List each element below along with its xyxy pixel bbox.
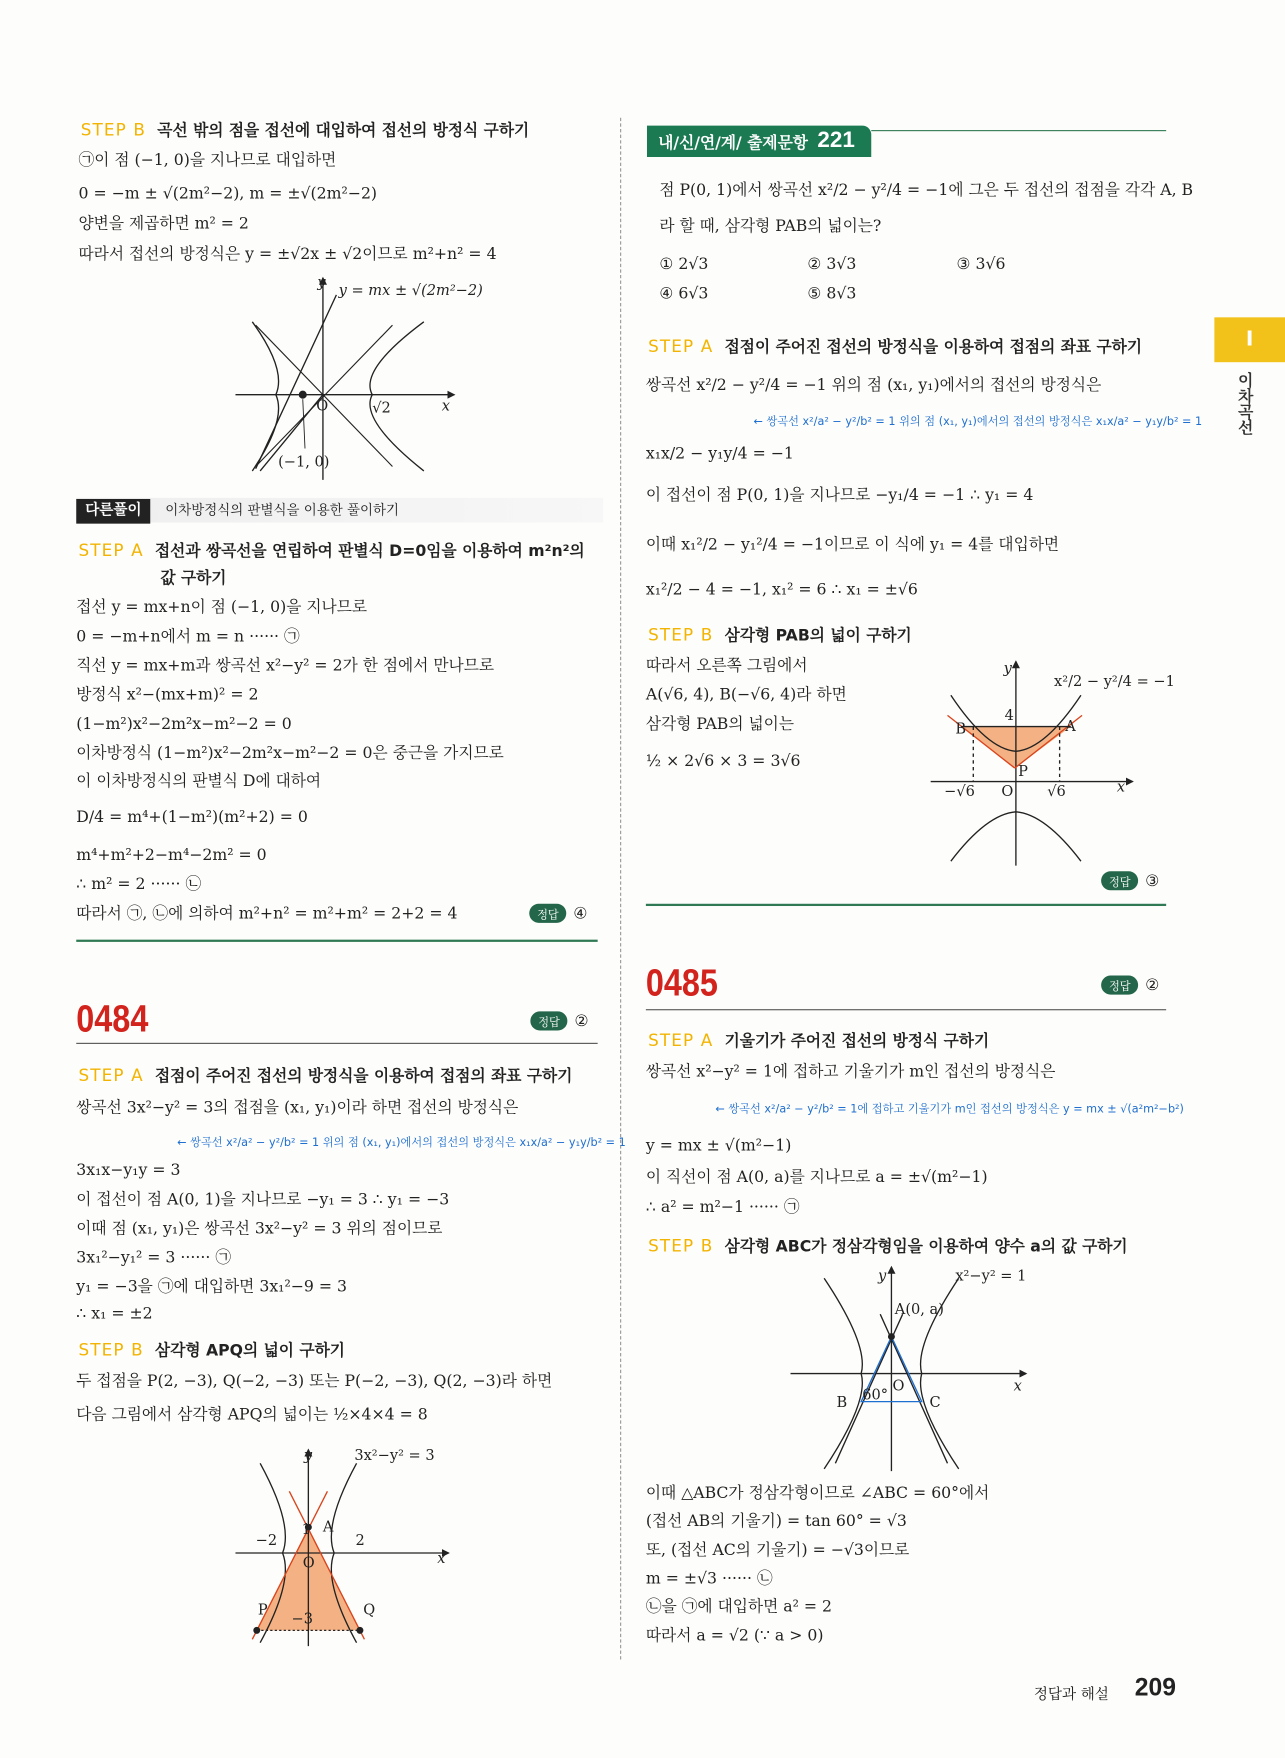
step-tag: STEP A — [648, 336, 714, 357]
banner-text: 내/신/연/계/ 출제문항 — [658, 134, 808, 153]
formula-note: ← 쌍곡선 x²/a² − y²/b² = 1 위의 점 (x₁, y₁)에서의 접선의 방정식은 x₁x/a² − y₁y/b² = 1 — [177, 1136, 626, 1150]
text-line: 이차방정식 (1−m²)x²−2m²x−m²−2 = 0은 중근을 가지므로 — [76, 744, 504, 763]
axis-label-y: y — [317, 274, 326, 292]
point-label: B — [836, 1394, 848, 1412]
chapter-tab: I — [1214, 317, 1285, 362]
text-line: 따라서 ㉠, ㉡에 의하여 m²+n² = m²+m² = 2+2 = 4 — [76, 904, 458, 923]
text-line: 따라서 접선의 방정식은 y = ±√2x ± √2이므로 m²+n² = 4 — [78, 245, 497, 264]
step-tag: STEP A — [78, 1065, 144, 1086]
text-line: y = mx ± √(m²−1) — [645, 1136, 792, 1155]
text-line: 다음 그림에서 삼각형 APQ의 넓이는 ½×4×4 = 8 — [76, 1406, 428, 1425]
text-line: 이 접선이 점 P(0, 1)을 지나므로 −y₁/4 = −1 ∴ y₁ = 4 — [645, 486, 1034, 505]
step-title: 접점이 주어진 접선의 방정식을 이용하여 접점의 좌표 구하기 — [155, 1067, 573, 1086]
answer-value: ② — [1145, 976, 1160, 995]
point-label: P — [257, 1601, 268, 1619]
tick-label: 4 — [1004, 706, 1014, 724]
text-line: ㉡을 ㉠에 대입하면 a² = 2 — [645, 1597, 833, 1616]
origin-label: O — [892, 1377, 905, 1395]
point-label: A — [1065, 718, 1076, 736]
step-title: 삼각형 APQ의 넓이 구하기 — [155, 1342, 345, 1361]
text-line: D/4 = m⁴+(1−m²)(m²+2) = 0 — [76, 808, 308, 827]
axis-label-y: y — [303, 1446, 313, 1464]
curve-label: 3x²−y² = 3 — [354, 1446, 435, 1464]
step-title-cont: 값 구하기 — [160, 569, 227, 588]
text-line: ½ × 2√6 × 3 = 3√6 — [645, 752, 801, 771]
step-title: 삼각형 ABC가 정삼각형임을 이용하여 양수 a의 값 구하기 — [724, 1237, 1128, 1256]
text-line: 따라서 a = √2 (∵ a > 0) — [645, 1627, 824, 1645]
text-line: 이 직선이 점 A(0, a)를 지나므로 a = ±√(m²−1) — [645, 1168, 988, 1187]
text-line: 또, (접선 AC의 기울기) = −√3이므로 — [645, 1541, 910, 1560]
tick-label: −2 — [255, 1532, 278, 1550]
text-line: 이때 점 (x₁, y₁)은 쌍곡선 3x²−y² = 3 위의 점이므로 — [76, 1219, 443, 1238]
text-line: 직선 y = mx+m과 쌍곡선 x²−y² = 2가 한 점에서 만나므로 — [76, 657, 495, 676]
choice-3: ③ 3√6 — [956, 255, 1006, 274]
answer-value: ④ — [573, 904, 588, 923]
tick-label: 2 — [355, 1532, 365, 1550]
point-label: B — [955, 720, 967, 738]
text-line: ㉠이 점 (−1, 0)을 지나므로 대입하면 — [78, 151, 337, 170]
footer-label: 정답과 해설 — [1033, 1686, 1109, 1704]
answer-label: 정답 — [529, 904, 566, 923]
question-line: 점 P(0, 1)에서 쌍곡선 x²/2 − y²/4 = −1에 그은 두 접선의 접점을 각각 A, B — [659, 181, 1194, 200]
text-line: 0 = −m+n에서 m = n ······ ㉠ — [76, 627, 300, 646]
text-line: x₁x/2 − y₁y/4 = −1 — [645, 445, 794, 464]
formula-note: ← 쌍곡선 x²/a² − y²/b² = 1 위의 점 (x₁, y₁)에서의 접선의 방정식은 x₁x/a² − y₁y/b² = 1 — [753, 416, 1203, 429]
answer-label: 정답 — [1101, 976, 1138, 995]
alt-badge: 다른풀이 — [76, 499, 150, 524]
step-title: 기울기가 주어진 접선의 방정식 구하기 — [724, 1032, 990, 1051]
choice-2: ② 3√3 — [807, 255, 857, 274]
tick-label: 1 — [301, 1520, 311, 1538]
origin-label: O — [302, 1554, 315, 1572]
axis-label-y: y — [1003, 659, 1012, 677]
step-title: 삼각형 PAB의 넓이 구하기 — [724, 626, 912, 645]
text-line: 양변을 제곱하면 m² = 2 — [78, 215, 249, 234]
origin-label: O — [316, 397, 329, 415]
figure-0484 — [235, 1447, 448, 1646]
figure-221 — [931, 660, 1175, 866]
text-line: m⁴+m²+2−m⁴−2m² = 0 — [76, 846, 267, 865]
tick-label: −√6 — [944, 783, 975, 801]
choice-4: ④ 6√3 — [659, 284, 709, 303]
text-line: 방정식 x²−(mx+m)² = 2 — [76, 686, 259, 705]
text-line: ∴ a² = m²−1 ······ ㉠ — [645, 1198, 800, 1217]
choice-5: ⑤ 8√3 — [807, 284, 857, 303]
point-label: P — [1018, 762, 1028, 780]
answer-label: 정답 — [530, 1011, 567, 1030]
page-number: 209 — [1134, 1672, 1176, 1702]
point-label: A — [322, 1518, 334, 1536]
text-line: y₁ = −3을 ㉠에 대입하면 3x₁²−9 = 3 — [76, 1278, 348, 1297]
origin-label: O — [1001, 783, 1014, 801]
axis-label-x: x — [1013, 1377, 1022, 1395]
text-line: (1−m²)x²−2m²x−m²−2 = 0 — [76, 715, 292, 734]
text-line: 쌍곡선 3x²−y² = 3의 접점을 (x₁, y₁)이라 하면 접선의 방정식은 — [76, 1098, 519, 1117]
text-line: 따라서 오른쪽 그림에서 — [645, 657, 808, 676]
figure-0485 — [791, 1267, 1027, 1471]
text-line: 이 이차방정식의 판별식 D에 대하여 — [76, 772, 322, 791]
step-tag: STEP B — [78, 1339, 144, 1361]
axis-label-y: y — [877, 1267, 887, 1285]
curve-label: x²/2 − y²/4 = −1 — [1054, 673, 1175, 691]
alt-title: 이차방정식의 판별식을 이용한 풀이하기 — [165, 502, 400, 519]
step-title: 접점이 주어진 접선의 방정식을 이용하여 접점의 좌표 구하기 — [724, 338, 1143, 357]
text-line: m = ±√3 ······ ㉡ — [645, 1569, 773, 1588]
step-tag: STEP B — [80, 119, 147, 141]
point-label: A(0, a) — [894, 1301, 944, 1319]
banner-number: 221 — [817, 127, 855, 153]
text-line: ∴ m² = 2 ······ ㉡ — [76, 875, 202, 894]
problem-number: 0485 — [645, 962, 718, 1005]
text-line: 접선 y = mx+n이 점 (−1, 0)을 지나므로 — [76, 598, 368, 617]
text-line: 쌍곡선 x²/2 − y²/4 = −1 위의 점 (x₁, y₁)에서의 접선의 방정식은 — [645, 376, 1102, 395]
axis-label-x: x — [437, 1550, 446, 1568]
answer-value: ② — [574, 1012, 589, 1031]
curve-label: x²−y² = 1 — [955, 1267, 1027, 1285]
text-line: 0 = −m ± √(2m²−2), m = ±√(2m²−2) — [78, 185, 378, 203]
text-line: ∴ x₁ = ±2 — [76, 1305, 153, 1324]
text-line: (접선 AB의 기울기) = tan 60° = √3 — [645, 1512, 907, 1531]
answer-label: 정답 — [1101, 871, 1138, 890]
text-line: 3x₁²−y₁² = 3 ······ ㉠ — [76, 1249, 232, 1268]
chapter-title: 이차곡선 — [1235, 372, 1254, 436]
question-line: 라 할 때, 삼각형 PAB의 넓이는? — [659, 217, 882, 236]
text-line: 3x₁x−y₁y = 3 — [76, 1161, 181, 1180]
text-line: 이 접선이 점 A(0, 1)을 지나므로 −y₁ = 3 ∴ y₁ = −3 — [76, 1190, 450, 1209]
text-line: 이때 x₁²/2 − y₁²/4 = −1이므로 이 식에 y₁ = 4를 대입하면 — [645, 535, 1060, 554]
point-label: (−1, 0) — [278, 453, 330, 471]
formula-note: ← 쌍곡선 x²/a² − y²/b² = 1에 접하고 기울기가 m인 접선의 방정식은 y = mx ± √(a²m²−b²) — [715, 1103, 1184, 1116]
text-line: A(√6, 4), B(−√6, 4)라 하면 — [645, 686, 847, 705]
text-line: 삼각형 PAB의 넓이는 — [645, 715, 795, 734]
curve-label: y = mx ± √(2m²−2) — [338, 281, 483, 299]
text-line: 두 접점을 P(2, −3), Q(−2, −3) 또는 P(−2, −3), Q(2, −3)라 하면 — [76, 1372, 553, 1391]
angle-label: 60° — [862, 1386, 889, 1404]
step-tag: STEP A — [78, 540, 144, 561]
text-line: x₁²/2 − 4 = −1, x₁² = 6 ∴ x₁ = ±√6 — [645, 580, 918, 599]
point-label: C — [929, 1394, 941, 1412]
axis-label-x: x — [441, 397, 451, 415]
text-line: 이때 △ABC가 정삼각형이므로 ∠ABC = 60°에서 — [645, 1484, 990, 1503]
problem-number: 0484 — [76, 997, 149, 1041]
axis-label-x: x — [1116, 778, 1126, 796]
step-tag: STEP B — [648, 624, 714, 645]
step-title: 곡선 밖의 점을 접선에 대입하여 접선의 방정식 구하기 — [157, 122, 530, 141]
figure-hyperbola-tangents — [235, 274, 483, 480]
step-title: 접선과 쌍곡선을 연립하여 판별식 D=0임을 이용하여 m²n²의 — [155, 542, 585, 561]
choice-1: ① 2√3 — [659, 255, 709, 274]
tick-label: √2 — [372, 399, 391, 417]
tick-label: −3 — [291, 1610, 314, 1628]
tick-label: √6 — [1047, 783, 1066, 801]
step-tag: STEP A — [648, 1030, 714, 1051]
answer-value: ③ — [1145, 872, 1160, 891]
point-label: Q — [363, 1601, 376, 1619]
text-line: 쌍곡선 x²−y² = 1에 접하고 기울기가 m인 접선의 방정식은 — [645, 1062, 1056, 1081]
step-tag: STEP B — [648, 1235, 714, 1256]
